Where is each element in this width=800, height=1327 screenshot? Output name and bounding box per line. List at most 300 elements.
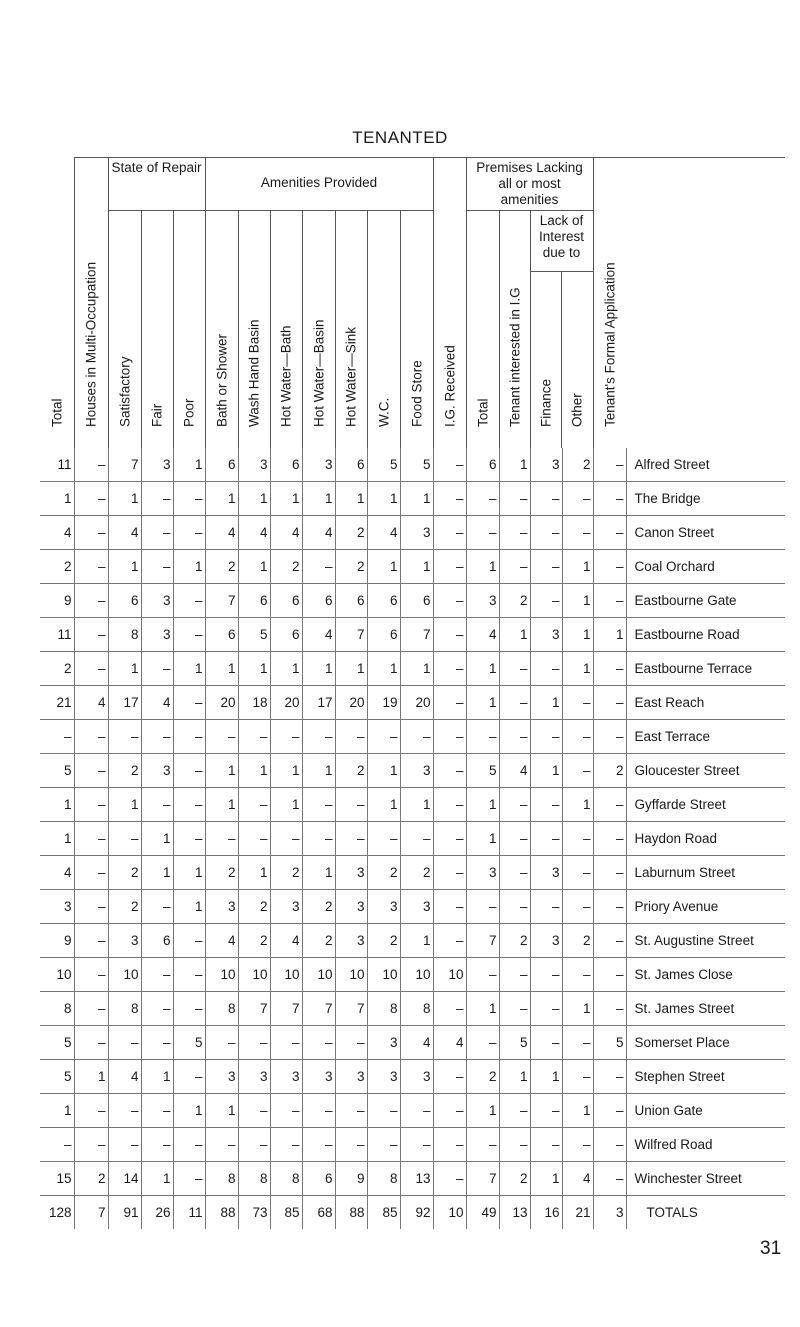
table-cell: 5 bbox=[466, 754, 499, 788]
table-cell: – bbox=[302, 550, 335, 584]
table-cell: 2 bbox=[270, 856, 302, 890]
table-cell: 3 bbox=[335, 856, 367, 890]
table-row bbox=[40, 482, 785, 516]
table-cell: 1 bbox=[173, 856, 205, 890]
table-cell: 2 bbox=[108, 754, 141, 788]
table-cell: – bbox=[238, 1026, 270, 1060]
table-cell: – bbox=[238, 1128, 270, 1162]
table-cell: – bbox=[173, 618, 205, 652]
table-cell: 4 bbox=[108, 1060, 141, 1094]
table-cell: 1 bbox=[205, 1094, 238, 1128]
table-cell: 6 bbox=[302, 584, 335, 618]
table-cell: – bbox=[40, 720, 74, 754]
table-cell: 1 bbox=[499, 1060, 530, 1094]
header-food-store: Food Store bbox=[400, 211, 433, 449]
table-cell: – bbox=[593, 992, 626, 1026]
table-cell: 10 bbox=[433, 1196, 466, 1230]
table-cell: – bbox=[433, 686, 466, 720]
table-cell: 6 bbox=[400, 584, 433, 618]
table-cell: 4 bbox=[302, 618, 335, 652]
table-row bbox=[40, 1060, 785, 1094]
table-cell: – bbox=[173, 822, 205, 856]
table-cell: 1 bbox=[141, 822, 173, 856]
table-cell: 6 bbox=[108, 584, 141, 618]
header-total: Total bbox=[49, 398, 65, 427]
table-cell: 1 bbox=[302, 754, 335, 788]
table-cell: 1 bbox=[466, 686, 499, 720]
totals-label: TOTALS bbox=[626, 1196, 785, 1230]
header-amenities-provided: Amenities Provided bbox=[205, 158, 433, 211]
table-row bbox=[40, 1128, 785, 1162]
table-cell: – bbox=[593, 1162, 626, 1196]
table-cell: 4 bbox=[205, 924, 238, 958]
table-cell: 1 bbox=[466, 1094, 499, 1128]
table-cell: 2 bbox=[367, 924, 400, 958]
table-cell: 1 bbox=[40, 822, 74, 856]
table-cell: 9 bbox=[40, 584, 74, 618]
table-cell: 4 bbox=[205, 516, 238, 550]
street-name: Eastbourne Terrace bbox=[626, 652, 785, 686]
table-cell: 7 bbox=[108, 448, 141, 482]
table-cell: – bbox=[173, 992, 205, 1026]
table-cell: – bbox=[433, 822, 466, 856]
table-cell: 2 bbox=[40, 550, 74, 584]
table-cell: 4 bbox=[499, 754, 530, 788]
table-cell: 3 bbox=[593, 1196, 626, 1230]
table-cell: 1 bbox=[173, 448, 205, 482]
table-cell: 4 bbox=[74, 686, 108, 720]
table-cell: – bbox=[433, 754, 466, 788]
table-cell: 1 bbox=[238, 652, 270, 686]
table-cell: – bbox=[141, 1094, 173, 1128]
table-cell: – bbox=[74, 788, 108, 822]
table-cell: – bbox=[433, 1128, 466, 1162]
table-cell: – bbox=[74, 754, 108, 788]
table-cell: – bbox=[173, 686, 205, 720]
table-cell: – bbox=[499, 550, 530, 584]
table-cell: 2 bbox=[108, 890, 141, 924]
table-cell: – bbox=[433, 550, 466, 584]
table-cell: – bbox=[74, 516, 108, 550]
table-cell: – bbox=[335, 822, 367, 856]
table-cell: 1 bbox=[562, 584, 593, 618]
tenanted-table bbox=[40, 157, 785, 1229]
table-cell: 4 bbox=[302, 516, 335, 550]
table-cell: 3 bbox=[108, 924, 141, 958]
table-cell: 7 bbox=[400, 618, 433, 652]
street-name: Laburnum Street bbox=[626, 856, 785, 890]
table-cell: – bbox=[40, 1128, 74, 1162]
table-cell: 1 bbox=[270, 788, 302, 822]
table-cell: – bbox=[562, 482, 593, 516]
header-bath-shower: Bath or Shower bbox=[205, 211, 238, 449]
table-cell: – bbox=[530, 992, 562, 1026]
table-cell: 7 bbox=[270, 992, 302, 1026]
table-cell: 1 bbox=[400, 482, 433, 516]
table-cell: – bbox=[466, 482, 499, 516]
table-cell: 3 bbox=[270, 890, 302, 924]
table-cell: 4 bbox=[238, 516, 270, 550]
table-cell: 2 bbox=[367, 856, 400, 890]
table-cell: 10 bbox=[270, 958, 302, 992]
table-cell: 3 bbox=[530, 448, 562, 482]
table-cell: 3 bbox=[141, 754, 173, 788]
table-cell: – bbox=[433, 1162, 466, 1196]
table-cell: – bbox=[141, 992, 173, 1026]
table-cell: 10 bbox=[40, 958, 74, 992]
table-cell: 6 bbox=[367, 584, 400, 618]
table-cell: 2 bbox=[562, 924, 593, 958]
street-name: Somerset Place bbox=[626, 1026, 785, 1060]
table-cell: 1 bbox=[499, 618, 530, 652]
table-cell: 1 bbox=[270, 482, 302, 516]
table-cell: 1 bbox=[238, 856, 270, 890]
table-cell: 7 bbox=[335, 992, 367, 1026]
street-name: Union Gate bbox=[626, 1094, 785, 1128]
table-cell: – bbox=[466, 1026, 499, 1060]
table-cell: 10 bbox=[367, 958, 400, 992]
table-cell: – bbox=[74, 1026, 108, 1060]
table-cell: – bbox=[173, 482, 205, 516]
table-cell: 3 bbox=[367, 1060, 400, 1094]
table-cell: 8 bbox=[270, 1162, 302, 1196]
street-name: Haydon Road bbox=[626, 822, 785, 856]
table-cell: 11 bbox=[173, 1196, 205, 1230]
street-name: The Bridge bbox=[626, 482, 785, 516]
table-cell: 3 bbox=[238, 1060, 270, 1094]
table-cell: – bbox=[499, 686, 530, 720]
table-cell: 6 bbox=[205, 618, 238, 652]
table-cell: 7 bbox=[466, 924, 499, 958]
street-name: Winchester Street bbox=[626, 1162, 785, 1196]
table-cell: 1 bbox=[466, 652, 499, 686]
table-cell: – bbox=[530, 584, 562, 618]
table-cell: 6 bbox=[270, 618, 302, 652]
table-cell: – bbox=[335, 720, 367, 754]
table-cell: 1 bbox=[173, 550, 205, 584]
table-cell: – bbox=[499, 516, 530, 550]
table-cell: – bbox=[400, 1128, 433, 1162]
table-cell: – bbox=[593, 482, 626, 516]
table-cell: 1 bbox=[466, 788, 499, 822]
table-cell: – bbox=[562, 686, 593, 720]
table-cell: – bbox=[173, 1128, 205, 1162]
table-cell: 16 bbox=[530, 1196, 562, 1230]
table-cell: 2 bbox=[593, 754, 626, 788]
table-cell: 10 bbox=[433, 958, 466, 992]
table-cell: 8 bbox=[40, 992, 74, 1026]
street-name: Coal Orchard bbox=[626, 550, 785, 584]
header-tenant-interested: Tenant interested in I.G bbox=[499, 211, 530, 449]
table-cell: 9 bbox=[40, 924, 74, 958]
table-cell: 3 bbox=[141, 584, 173, 618]
table-cell: – bbox=[593, 856, 626, 890]
table-cell: 1 bbox=[141, 856, 173, 890]
table-cell: 2 bbox=[270, 550, 302, 584]
header-lack-of-interest-label: Lack of Interest due to bbox=[538, 213, 585, 260]
table-cell: – bbox=[335, 1094, 367, 1128]
table-cell: – bbox=[173, 516, 205, 550]
table-cell: 7 bbox=[205, 584, 238, 618]
table-cell: – bbox=[141, 516, 173, 550]
table-cell: 3 bbox=[141, 618, 173, 652]
table-cell: 13 bbox=[400, 1162, 433, 1196]
table-row bbox=[40, 788, 785, 822]
header-wc: W.C. bbox=[367, 211, 400, 449]
table-cell: 10 bbox=[205, 958, 238, 992]
table-cell: 20 bbox=[205, 686, 238, 720]
table-cell: 2 bbox=[205, 550, 238, 584]
header-fair: Fair bbox=[141, 211, 173, 449]
table-cell: – bbox=[74, 584, 108, 618]
table-cell: – bbox=[593, 1094, 626, 1128]
table-cell: 6 bbox=[238, 584, 270, 618]
table-cell: 1 bbox=[562, 1094, 593, 1128]
table-cell: 8 bbox=[400, 992, 433, 1026]
table-cell: 73 bbox=[238, 1196, 270, 1230]
table-cell: 3 bbox=[400, 516, 433, 550]
table-cell: 1 bbox=[141, 1162, 173, 1196]
table-cell: 1 bbox=[205, 788, 238, 822]
table-cell: 6 bbox=[270, 584, 302, 618]
table-cell: – bbox=[499, 1094, 530, 1128]
table-cell: 3 bbox=[141, 448, 173, 482]
table-cell: 1 bbox=[40, 1094, 74, 1128]
table-row bbox=[40, 448, 785, 482]
table-cell: 8 bbox=[367, 992, 400, 1026]
table-cell: 3 bbox=[335, 890, 367, 924]
table-cell: 1 bbox=[238, 482, 270, 516]
table-cell: 17 bbox=[108, 686, 141, 720]
table-cell: 1 bbox=[530, 1060, 562, 1094]
table-row bbox=[40, 1026, 785, 1060]
table-cell: – bbox=[433, 856, 466, 890]
table-cell: 6 bbox=[335, 448, 367, 482]
table-cell: 7 bbox=[74, 1196, 108, 1230]
table-cell: – bbox=[74, 550, 108, 584]
table-cell: 8 bbox=[205, 1162, 238, 1196]
table-row bbox=[40, 720, 785, 754]
table-cell: 88 bbox=[205, 1196, 238, 1230]
table-cell: – bbox=[499, 822, 530, 856]
street-name: Stephen Street bbox=[626, 1060, 785, 1094]
table-cell: 1 bbox=[270, 652, 302, 686]
table-cell: – bbox=[466, 958, 499, 992]
table-cell: 88 bbox=[335, 1196, 367, 1230]
table-cell: – bbox=[433, 890, 466, 924]
table-cell: – bbox=[499, 890, 530, 924]
table-row bbox=[40, 516, 785, 550]
table-cell: – bbox=[173, 788, 205, 822]
table-cell: 1 bbox=[173, 652, 205, 686]
table-cell: 2 bbox=[205, 856, 238, 890]
table-cell: – bbox=[302, 1128, 335, 1162]
table-cell: – bbox=[530, 550, 562, 584]
header-lack-of-interest bbox=[530, 211, 593, 449]
table-cell: 4 bbox=[433, 1026, 466, 1060]
table-cell: – bbox=[108, 1026, 141, 1060]
table-cell: – bbox=[499, 482, 530, 516]
table-cell: – bbox=[593, 890, 626, 924]
table-cell: – bbox=[530, 788, 562, 822]
table-cell: – bbox=[74, 1128, 108, 1162]
table-cell: 1 bbox=[108, 788, 141, 822]
table-cell: – bbox=[205, 720, 238, 754]
table-cell: 17 bbox=[302, 686, 335, 720]
table-cell: 1 bbox=[302, 652, 335, 686]
table-cell: 2 bbox=[499, 924, 530, 958]
table-cell: – bbox=[593, 822, 626, 856]
table-cell: – bbox=[562, 890, 593, 924]
table-cell: 1 bbox=[593, 618, 626, 652]
header-hot-water-bath: Hot Water—Bath bbox=[270, 211, 302, 449]
table-row bbox=[40, 822, 785, 856]
table-cell: – bbox=[433, 652, 466, 686]
table-cell: 5 bbox=[238, 618, 270, 652]
table-cell: 7 bbox=[335, 618, 367, 652]
table-cell: 9 bbox=[335, 1162, 367, 1196]
table-cell: – bbox=[530, 890, 562, 924]
table-cell: 1 bbox=[367, 754, 400, 788]
table-cell: – bbox=[562, 1026, 593, 1060]
table-cell: – bbox=[466, 1128, 499, 1162]
table-cell: 1 bbox=[530, 1162, 562, 1196]
table-cell: – bbox=[270, 1026, 302, 1060]
table-cell: 3 bbox=[205, 890, 238, 924]
page-number: 31 bbox=[760, 1238, 782, 1259]
table-cell: 3 bbox=[302, 448, 335, 482]
table-cell: – bbox=[499, 856, 530, 890]
table-cell: 10 bbox=[238, 958, 270, 992]
table-cell: 1 bbox=[530, 754, 562, 788]
table-cell: 5 bbox=[593, 1026, 626, 1060]
street-name: Priory Avenue bbox=[626, 890, 785, 924]
table-cell: – bbox=[593, 448, 626, 482]
table-cell: 6 bbox=[205, 448, 238, 482]
table-row bbox=[40, 924, 785, 958]
table-cell: 3 bbox=[530, 856, 562, 890]
table-cell: 6 bbox=[466, 448, 499, 482]
table-cell: 3 bbox=[335, 1060, 367, 1094]
table-cell: 5 bbox=[367, 448, 400, 482]
table-cell: 1 bbox=[400, 550, 433, 584]
table-cell: 1 bbox=[173, 1094, 205, 1128]
header-finance: Finance bbox=[538, 378, 554, 427]
table-cell: – bbox=[74, 720, 108, 754]
table-cell: 5 bbox=[40, 1060, 74, 1094]
table-cell: 3 bbox=[238, 448, 270, 482]
table-cell: – bbox=[562, 822, 593, 856]
table-cell: – bbox=[302, 822, 335, 856]
table-cell: – bbox=[433, 992, 466, 1026]
table-cell: – bbox=[433, 516, 466, 550]
table-cell: – bbox=[141, 1026, 173, 1060]
tenanted-table-container bbox=[40, 157, 785, 1229]
table-cell: – bbox=[367, 822, 400, 856]
table-cell: 92 bbox=[400, 1196, 433, 1230]
table-cell: – bbox=[530, 516, 562, 550]
table-cell: 1 bbox=[367, 550, 400, 584]
table-cell: 11 bbox=[40, 618, 74, 652]
table-cell: – bbox=[593, 720, 626, 754]
table-cell: – bbox=[74, 482, 108, 516]
table-cell: – bbox=[433, 584, 466, 618]
table-cell: – bbox=[141, 652, 173, 686]
table-cell: 1 bbox=[367, 482, 400, 516]
table-cell: 4 bbox=[270, 924, 302, 958]
header-ig-received: I.G. Received bbox=[433, 158, 466, 449]
table-cell: 6 bbox=[302, 1162, 335, 1196]
table-cell: 1 bbox=[205, 652, 238, 686]
table-cell: – bbox=[74, 992, 108, 1026]
table-row bbox=[40, 1094, 785, 1128]
table-cell: 8 bbox=[367, 1162, 400, 1196]
table-cell: – bbox=[530, 1128, 562, 1162]
street-name: East Reach bbox=[626, 686, 785, 720]
table-cell: 2 bbox=[238, 924, 270, 958]
table-cell: 4 bbox=[367, 516, 400, 550]
table-cell: 10 bbox=[335, 958, 367, 992]
table-cell: – bbox=[593, 652, 626, 686]
street-name: Alfred Street bbox=[626, 448, 785, 482]
table-cell: 3 bbox=[40, 890, 74, 924]
table-cell: – bbox=[238, 822, 270, 856]
table-cell: – bbox=[499, 788, 530, 822]
table-row bbox=[40, 856, 785, 890]
table-cell: – bbox=[173, 1162, 205, 1196]
table-cell: 1 bbox=[74, 1060, 108, 1094]
table-cell: – bbox=[433, 482, 466, 516]
table-cell: – bbox=[74, 958, 108, 992]
table-body bbox=[40, 448, 785, 1229]
table-cell: – bbox=[562, 754, 593, 788]
table-cell: – bbox=[205, 1026, 238, 1060]
table-cell: 3 bbox=[400, 1060, 433, 1094]
table-cell: 7 bbox=[238, 992, 270, 1026]
table-cell: 1 bbox=[562, 618, 593, 652]
table-cell: 1 bbox=[108, 482, 141, 516]
table-cell: – bbox=[367, 1128, 400, 1162]
table-cell: 1 bbox=[238, 754, 270, 788]
table-cell: 1 bbox=[40, 482, 74, 516]
table-cell: – bbox=[205, 1128, 238, 1162]
table-cell: 128 bbox=[48, 1205, 72, 1220]
table-cell: 7 bbox=[302, 992, 335, 1026]
table-cell: – bbox=[433, 1060, 466, 1094]
table-cell: 8 bbox=[205, 992, 238, 1026]
header-satisfactory: Satisfactory bbox=[108, 211, 141, 449]
table-cell: – bbox=[173, 924, 205, 958]
header-premises-total: Total bbox=[466, 211, 499, 449]
table-cell: – bbox=[108, 822, 141, 856]
table-cell: 1 bbox=[400, 924, 433, 958]
table-cell: 3 bbox=[466, 856, 499, 890]
table-cell: 1 bbox=[367, 788, 400, 822]
table-cell: 3 bbox=[466, 584, 499, 618]
table-cell: – bbox=[141, 890, 173, 924]
table-cell: 2 bbox=[40, 652, 74, 686]
table-cell: 18 bbox=[238, 686, 270, 720]
table-cell: 1 bbox=[466, 550, 499, 584]
table-cell: 2 bbox=[74, 1162, 108, 1196]
table-cell: – bbox=[141, 482, 173, 516]
table-cell: 1 bbox=[466, 992, 499, 1026]
table-cell: – bbox=[530, 652, 562, 686]
street-name: St. James Street bbox=[626, 992, 785, 1026]
table-cell: – bbox=[173, 584, 205, 618]
street-name: St. Augustine Street bbox=[626, 924, 785, 958]
table-cell: – bbox=[302, 1094, 335, 1128]
